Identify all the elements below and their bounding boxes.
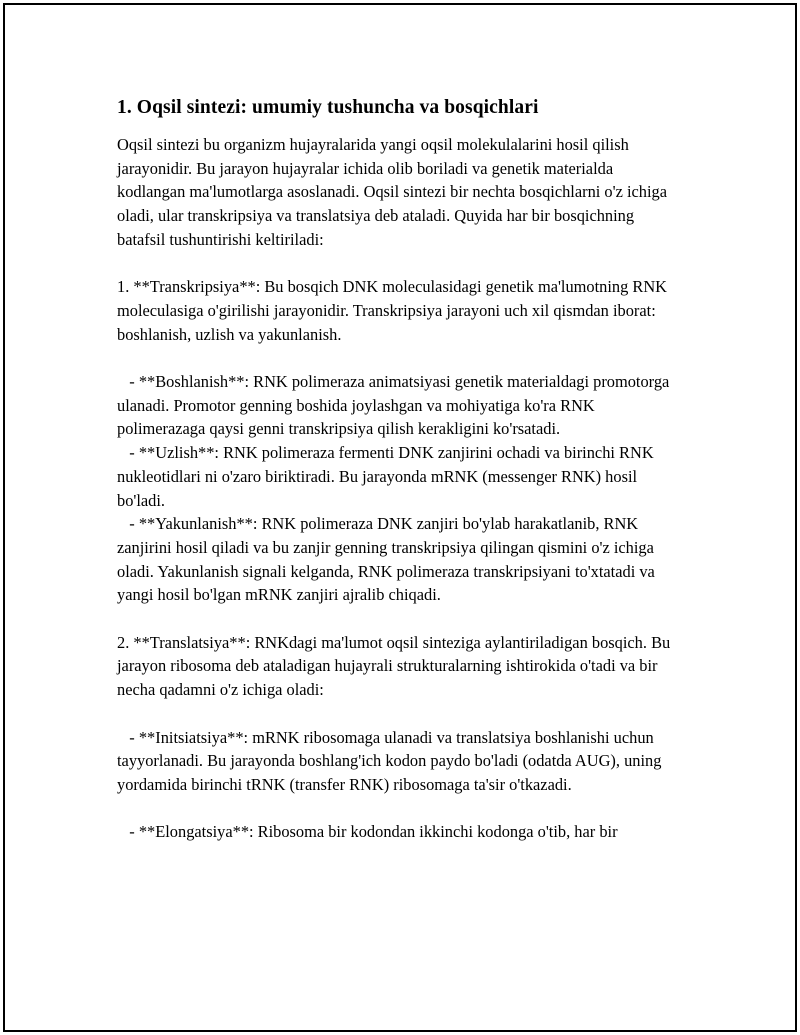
initiation-paragraph: - **Initsiatsiya**: mRNK ribosomaga ulanadi va translatsiya boshlanishi uchun tayyorlanadi. Bu jarayonda boshlang'ich kodon paydo bo'ladi (odatda AUG), uning yordamida birinchi tRNK (transfer RNK) ribosomaga ta'sir o'tkazadi. xyxy=(117,727,666,794)
paragraph-gap xyxy=(117,346,683,370)
paragraph-gap xyxy=(117,607,683,631)
translation-paragraph: 2. **Translatsiya**: RNKdagi ma'lumot oqsil sinteziga aylantiriladigan bosqich. Bu jarayon ribosoma deb ataladigan hujayrali strukturalarning ishtirokida o'tadi va bir necha qadamni o'z ichiga oladi: xyxy=(117,632,675,700)
paragraph-gap xyxy=(117,252,683,276)
transcription-steps-paragraph: - **Boshlanish**: RNK polimeraza animatsiyasi genetik materialdagi promotorga ulanadi. Promotor genning boshida joylashgan va mohiyatiga ko'ra RNK polimerazaga qaysi genni transkripsiya qilish kerakligini ko'rsatadi. - **Uzlish**: RNK polimeraza fermenti DNK zanjirini ochadi va birinchi RNK nukleotidlari ni o'zaro biriktiradi. Bu jarayonda mRNK (messenger RNK) hosil bo'ladi. - **Yakunlanish**: RNK polimeraza DNK zanjiri bo'ylab harakatlanib, RNK zanjirini hosil qiladi va bu zanjir genning transkripsiya qilingan qismini o'z ichiga oladi. Yakunlanish signali kelganda, RNK polimeraza transkripsiyani to'xtatadi va yangi hosil bo'lgan mRNK zanjiri ajralib chiqadi. xyxy=(117,372,670,605)
paragraph-gap xyxy=(117,702,683,726)
document-page xyxy=(117,96,683,844)
transcription-paragraph: 1. **Transkripsiya**: Bu bosqich DNK moleculasidagi genetik ma'lumotning RNK moleculasiga o'girilishi jarayonidir. Transkripsiya jarayoni uch xil qismdan iborat: boshlanish, uzlish va yakunlanish. xyxy=(117,277,672,344)
section-heading: 1. Oqsil sintezi: umumiy tushuncha va bosqichlari xyxy=(117,97,539,118)
elongation-paragraph: - **Elongatsiya**: Ribosoma bir kodondan ikkinchi kodonga o'tib, har bir xyxy=(117,822,618,842)
paragraph-gap xyxy=(117,797,683,821)
intro-paragraph: Oqsil sintezi bu organizm hujayralarida yangi oqsil molekulalarini hosil qilish jarayonidir. Bu jarayon hujayralar ichida olib boriladi va genetik materialda kodlangan ma'lumotlarga asoslanadi. Oqsil sintezi bir nechta bosqichlarni o'z ichiga oladi, ular transkripsiya va translatsiya deb ataladi. Quyida har bir bosqichning batafsil tushuntirishi keltiriladi: xyxy=(117,135,672,249)
